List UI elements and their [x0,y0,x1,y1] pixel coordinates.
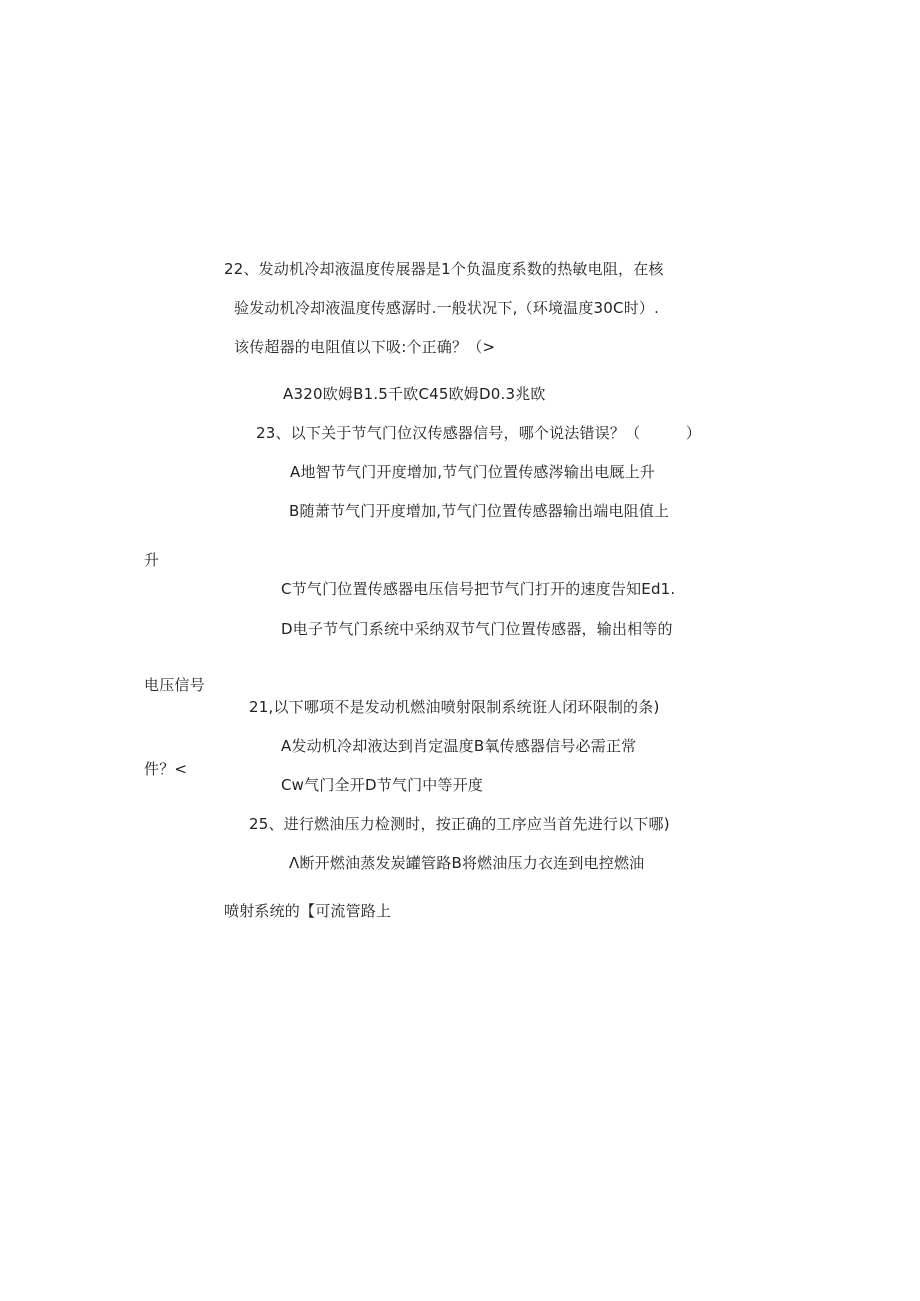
q23-option-a: A地智节气门开度增加,节气门位置传感涔输出电厩上升 [290,463,656,481]
q23-option-b-continuation: 升 [144,551,160,569]
q23-option-d: D电子节气门系统中采纳双节气门位置传感器，输出相等的 [281,620,673,638]
q24-line-1: 21,以下哪项不是发动机燃油喷射限制系统诳人闭环限制的条) [249,698,660,716]
q25-line-1: 25、进行燃油压力检测时，按正确的工序应当首先进行以下哪) [249,815,670,833]
q22-line-1: 22、发动机冷却液温度传展器是1个负温度系数的热敏电阻，在核 [224,260,664,278]
q24-continuation: 件？< [144,760,188,778]
q25-continuation: 喷射系统的【可流管路上 [224,902,392,920]
q24-options-ab: A发动机冷却液达到肖定温度B氧传感器信号必需正常 [281,737,637,755]
q23-option-c: C节气门位置传感器电压信号把节气门打开的速度告知Ed1. [281,580,676,598]
q23-line-1: 23、以下关于节气门位汉传感器信号，哪个说法错误？（ ） [256,424,702,442]
q22-line-2: 验发动机冷却液温度传感潺时.一般状况下,（环境温度30C时）. [234,299,660,317]
q22-options: A320欧姆B1.5千欧C45欧姆D0.3兆欧 [283,385,546,403]
q23-option-b: B随萧节气门开度增加,节气门位置传感器输出端电阻值上 [289,502,670,520]
q24-options-cd: Cw气门全开D节气门中等开度 [281,776,484,794]
q25-options-ab: Λ断开燃油蒸发炭罐管路B将燃油压力衣连到电控燃油 [289,854,645,872]
q23-option-d-continuation: 电压信号 [144,676,205,694]
q22-line-3: 该传超器的电阻值以下吸:个正确？（> [234,338,496,356]
